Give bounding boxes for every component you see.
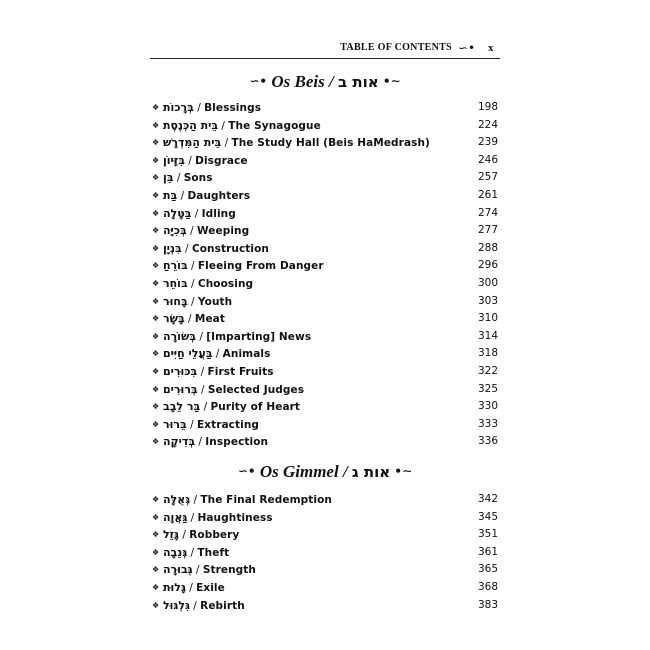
diamond-bullet-icon: ❖ [152,120,160,130]
entry-hebrew-term: גַּאֲוָה [163,510,188,524]
entry-hebrew-term: בָּחוּר [163,294,188,308]
entry-hebrew-term: בִּנְיָן [163,241,182,255]
diamond-bullet-icon: ❖ [152,384,160,394]
entry-page-number: 239 [477,136,498,149]
running-head-title: TABLE OF CONTENTS [340,42,452,53]
entry-english-title: Exile [196,581,225,594]
entry-separator: / [184,154,196,167]
entry-english-title: Extracting [196,418,260,431]
entry-separator: / [196,330,207,343]
entry-hebrew-term: בִּכּוּרִים [163,364,198,378]
running-head [0,42,650,58]
toc-entry [152,597,498,615]
section-title-separator: / [338,462,352,481]
entry-separator: / [187,546,198,559]
entry-page-number: 300 [477,276,498,289]
section-title-hebrew: אות ג [351,463,391,481]
ornament-right-icon: •∼ [394,464,413,478]
entry-english-title: The Synagogue [228,119,321,132]
entry-english-title: Idling [201,207,236,220]
running-head-ornament-icon: ∽• [458,41,476,55]
diamond-bullet-icon: ❖ [152,138,160,148]
entry-hebrew-term: בְּדִיקָה [163,435,196,449]
diamond-bullet-icon: ❖ [152,582,160,592]
entry-hebrew-term: בַּטָּלָה [163,206,192,220]
diamond-bullet-icon: ❖ [152,512,160,522]
entry-hebrew-term: בּוֹחֵר [163,276,188,290]
toc-entry [152,491,498,509]
entry-page-number: 296 [477,259,498,272]
diamond-bullet-icon: ❖ [152,278,160,288]
entry-hebrew-term: בֵּן [163,171,174,185]
entry-separator: / [189,599,201,612]
diamond-bullet-icon: ❖ [152,600,160,610]
diamond-bullet-icon: ❖ [152,261,160,271]
toc-entry [152,240,498,258]
diamond-bullet-icon: ❖ [152,331,160,341]
entry-list-os-gimmel [152,491,498,614]
entry-english-title: Blessings [204,102,262,114]
section-title-hebrew: אות ב [337,73,379,91]
toc-entry [152,398,498,416]
toc-entry [152,134,498,152]
entry-separator: / [178,529,190,542]
diamond-bullet-icon: ❖ [152,208,160,218]
diamond-bullet-icon: ❖ [152,243,160,253]
entry-page-number: 336 [477,435,498,448]
entry-hebrew-term: גְּנֵבָה [163,545,188,559]
entry-hebrew-term: בְּשׂוֹרָה [163,329,197,343]
entry-separator: / [181,242,192,255]
diamond-bullet-icon: ❖ [152,296,160,306]
entry-page-number: 277 [477,224,498,237]
entry-english-title: Disgrace [195,154,248,167]
entry-separator: / [200,401,211,414]
toc-entry [152,310,498,328]
toc-entry [152,152,498,170]
toc-entry [152,257,498,275]
diamond-bullet-icon: ❖ [152,419,160,429]
entry-separator: / [197,365,208,378]
toc-entry [152,293,498,311]
entry-separator: / [195,436,206,449]
toc-entry [152,169,498,187]
entry-separator: / [177,189,188,202]
entry-english-title: Youth [197,295,233,308]
entry-english-title: Robbery [189,529,240,542]
diamond-bullet-icon: ❖ [152,366,160,376]
section-title-separator: / [324,72,338,91]
section-title-english: Os Gimmel [259,462,339,481]
entry-english-title: Purity of Heart [210,401,301,414]
entry-separator: / [221,137,232,150]
entry-page-number: 198 [477,101,498,113]
diamond-bullet-icon: ❖ [152,190,160,200]
section-heading-os-gimmel [150,462,500,486]
entry-separator: / [187,260,198,273]
entry-hebrew-term: בַּר לֵבָב [163,400,201,414]
diamond-bullet-icon: ❖ [152,565,160,575]
entry-page-number: 345 [477,510,498,523]
entry-page-number: 224 [477,118,498,131]
entry-separator: / [190,494,201,506]
entry-page-number: 257 [477,171,498,184]
entry-page-number: 365 [477,563,498,576]
diamond-bullet-icon: ❖ [152,437,160,447]
toc-entry [152,222,498,240]
entry-english-title: Sons [183,172,213,185]
entry-page-number: 261 [477,188,498,201]
ornament-right-icon: •∼ [382,74,401,88]
entry-page-number: 368 [477,580,498,593]
toc-entry [152,205,498,223]
diamond-bullet-icon: ❖ [152,530,160,540]
diamond-bullet-icon: ❖ [152,349,160,359]
entry-separator: / [186,225,197,238]
entry-page-number: 342 [477,493,498,505]
entry-english-title: Rebirth [200,599,245,612]
entry-english-title: Construction [191,242,269,255]
toc-entry [152,433,498,451]
entry-page-number: 274 [477,206,498,219]
diamond-bullet-icon: ❖ [152,155,160,165]
ornament-left-icon: ∽• [249,74,268,88]
entry-hebrew-term: גְּאֻלָּה [163,493,191,506]
entry-hebrew-term: גְּבוּרָה [163,563,193,577]
toc-entry [152,328,498,346]
entry-page-number: 361 [477,545,498,558]
toc-entry [152,363,498,381]
entry-hebrew-term: בֵּרוּר [163,417,187,431]
entry-separator: / [187,277,198,290]
ornament-left-icon: ∽• [237,464,256,478]
entry-hebrew-term: בּוֹרֵחַ [163,259,188,273]
running-head-page-number: x [488,42,494,54]
diamond-bullet-icon: ❖ [152,547,160,557]
entry-hebrew-term: בֵּית הַמִּדְרָשׁ [163,136,222,150]
entry-english-title: Choosing [197,277,254,290]
entry-english-title: Haughtiness [197,511,273,524]
entry-page-number: 314 [477,329,498,342]
entry-english-title: Selected Judges [207,383,305,396]
toc-entry [152,345,498,363]
entry-english-title: Meat [194,313,225,326]
diamond-bullet-icon: ❖ [152,226,160,236]
diamond-bullet-icon: ❖ [152,495,160,504]
toc-entry [152,544,498,562]
entry-hebrew-term: בְּרוּרִים [163,382,198,396]
entry-hebrew-term: גִּלְגּוּל [163,598,190,612]
toc-entry [152,381,498,399]
entry-english-title: Strength [202,564,256,577]
toc-entry [152,509,498,527]
entry-page-number: 310 [477,312,498,325]
entry-hebrew-term: גָּלוּת [163,580,186,594]
entry-hebrew-term: גָּזֵל [163,528,179,542]
diamond-bullet-icon: ❖ [152,173,160,183]
entry-english-title: The Final Redemption [200,494,332,506]
entry-english-title: Inspection [205,436,269,449]
toc-entry [152,416,498,434]
entry-english-title: [Imparting] News [206,330,312,343]
entry-page-number: 246 [477,153,498,166]
entry-page-number: 303 [477,294,498,307]
toc-entry [152,579,498,597]
toc-entry [152,561,498,579]
entry-page-number: 322 [477,364,498,377]
entry-english-title: Daughters [187,189,251,202]
section-heading-os-beis [150,72,500,96]
entry-separator: / [186,418,197,431]
entry-separator: / [173,172,184,185]
entry-separator: / [184,313,195,326]
entry-page-number: 325 [477,382,498,395]
entry-separator: / [218,119,229,132]
entry-hebrew-term: בַּעֲלֵי חַיִּים [163,347,213,361]
entry-hebrew-term: בְּכִיָּה [163,224,187,238]
entry-page-number: 333 [477,417,498,430]
entry-hebrew-term: בַּת [163,188,178,202]
entry-page-number: 318 [477,347,498,360]
entry-english-title: Fleeing From Danger [197,260,324,273]
entry-hebrew-term: בְּרָכוֹת [163,101,194,114]
entry-english-title: The Study Hall (Beis HaMedrash) [231,137,430,150]
entry-separator: / [187,511,198,524]
diamond-bullet-icon: ❖ [152,103,160,112]
header-rule [150,58,500,59]
diamond-bullet-icon: ❖ [152,402,160,412]
entry-hebrew-term: בָּשָׂר [163,312,185,326]
section-title-english: Os Beis [271,72,325,91]
entry-english-title: Weeping [196,225,250,238]
entry-english-title: Animals [222,348,271,361]
toc-entry [152,187,498,205]
entry-separator: / [185,581,197,594]
entry-hebrew-term: בִּזָּיוֹן [163,153,185,167]
entry-hebrew-term: בֵּית הַכְּנֶסֶת [163,118,219,132]
toc-entry [152,526,498,544]
entry-separator: / [212,348,223,361]
entry-page-number: 330 [477,400,498,413]
entry-separator: / [191,207,202,220]
entry-list-os-beis [152,99,498,451]
entry-separator: / [192,564,203,577]
entry-english-title: First Fruits [207,365,274,378]
entry-separator: / [193,102,205,114]
entry-page-number: 351 [477,528,498,541]
toc-entry [152,275,498,293]
entry-page-number: 383 [477,598,498,611]
entry-separator: / [197,383,208,396]
toc-entry [152,117,498,135]
diamond-bullet-icon: ❖ [152,314,160,324]
entry-english-title: Theft [197,546,230,559]
toc-entry [152,99,498,117]
entry-page-number: 288 [477,241,498,254]
entry-separator: / [187,295,198,308]
